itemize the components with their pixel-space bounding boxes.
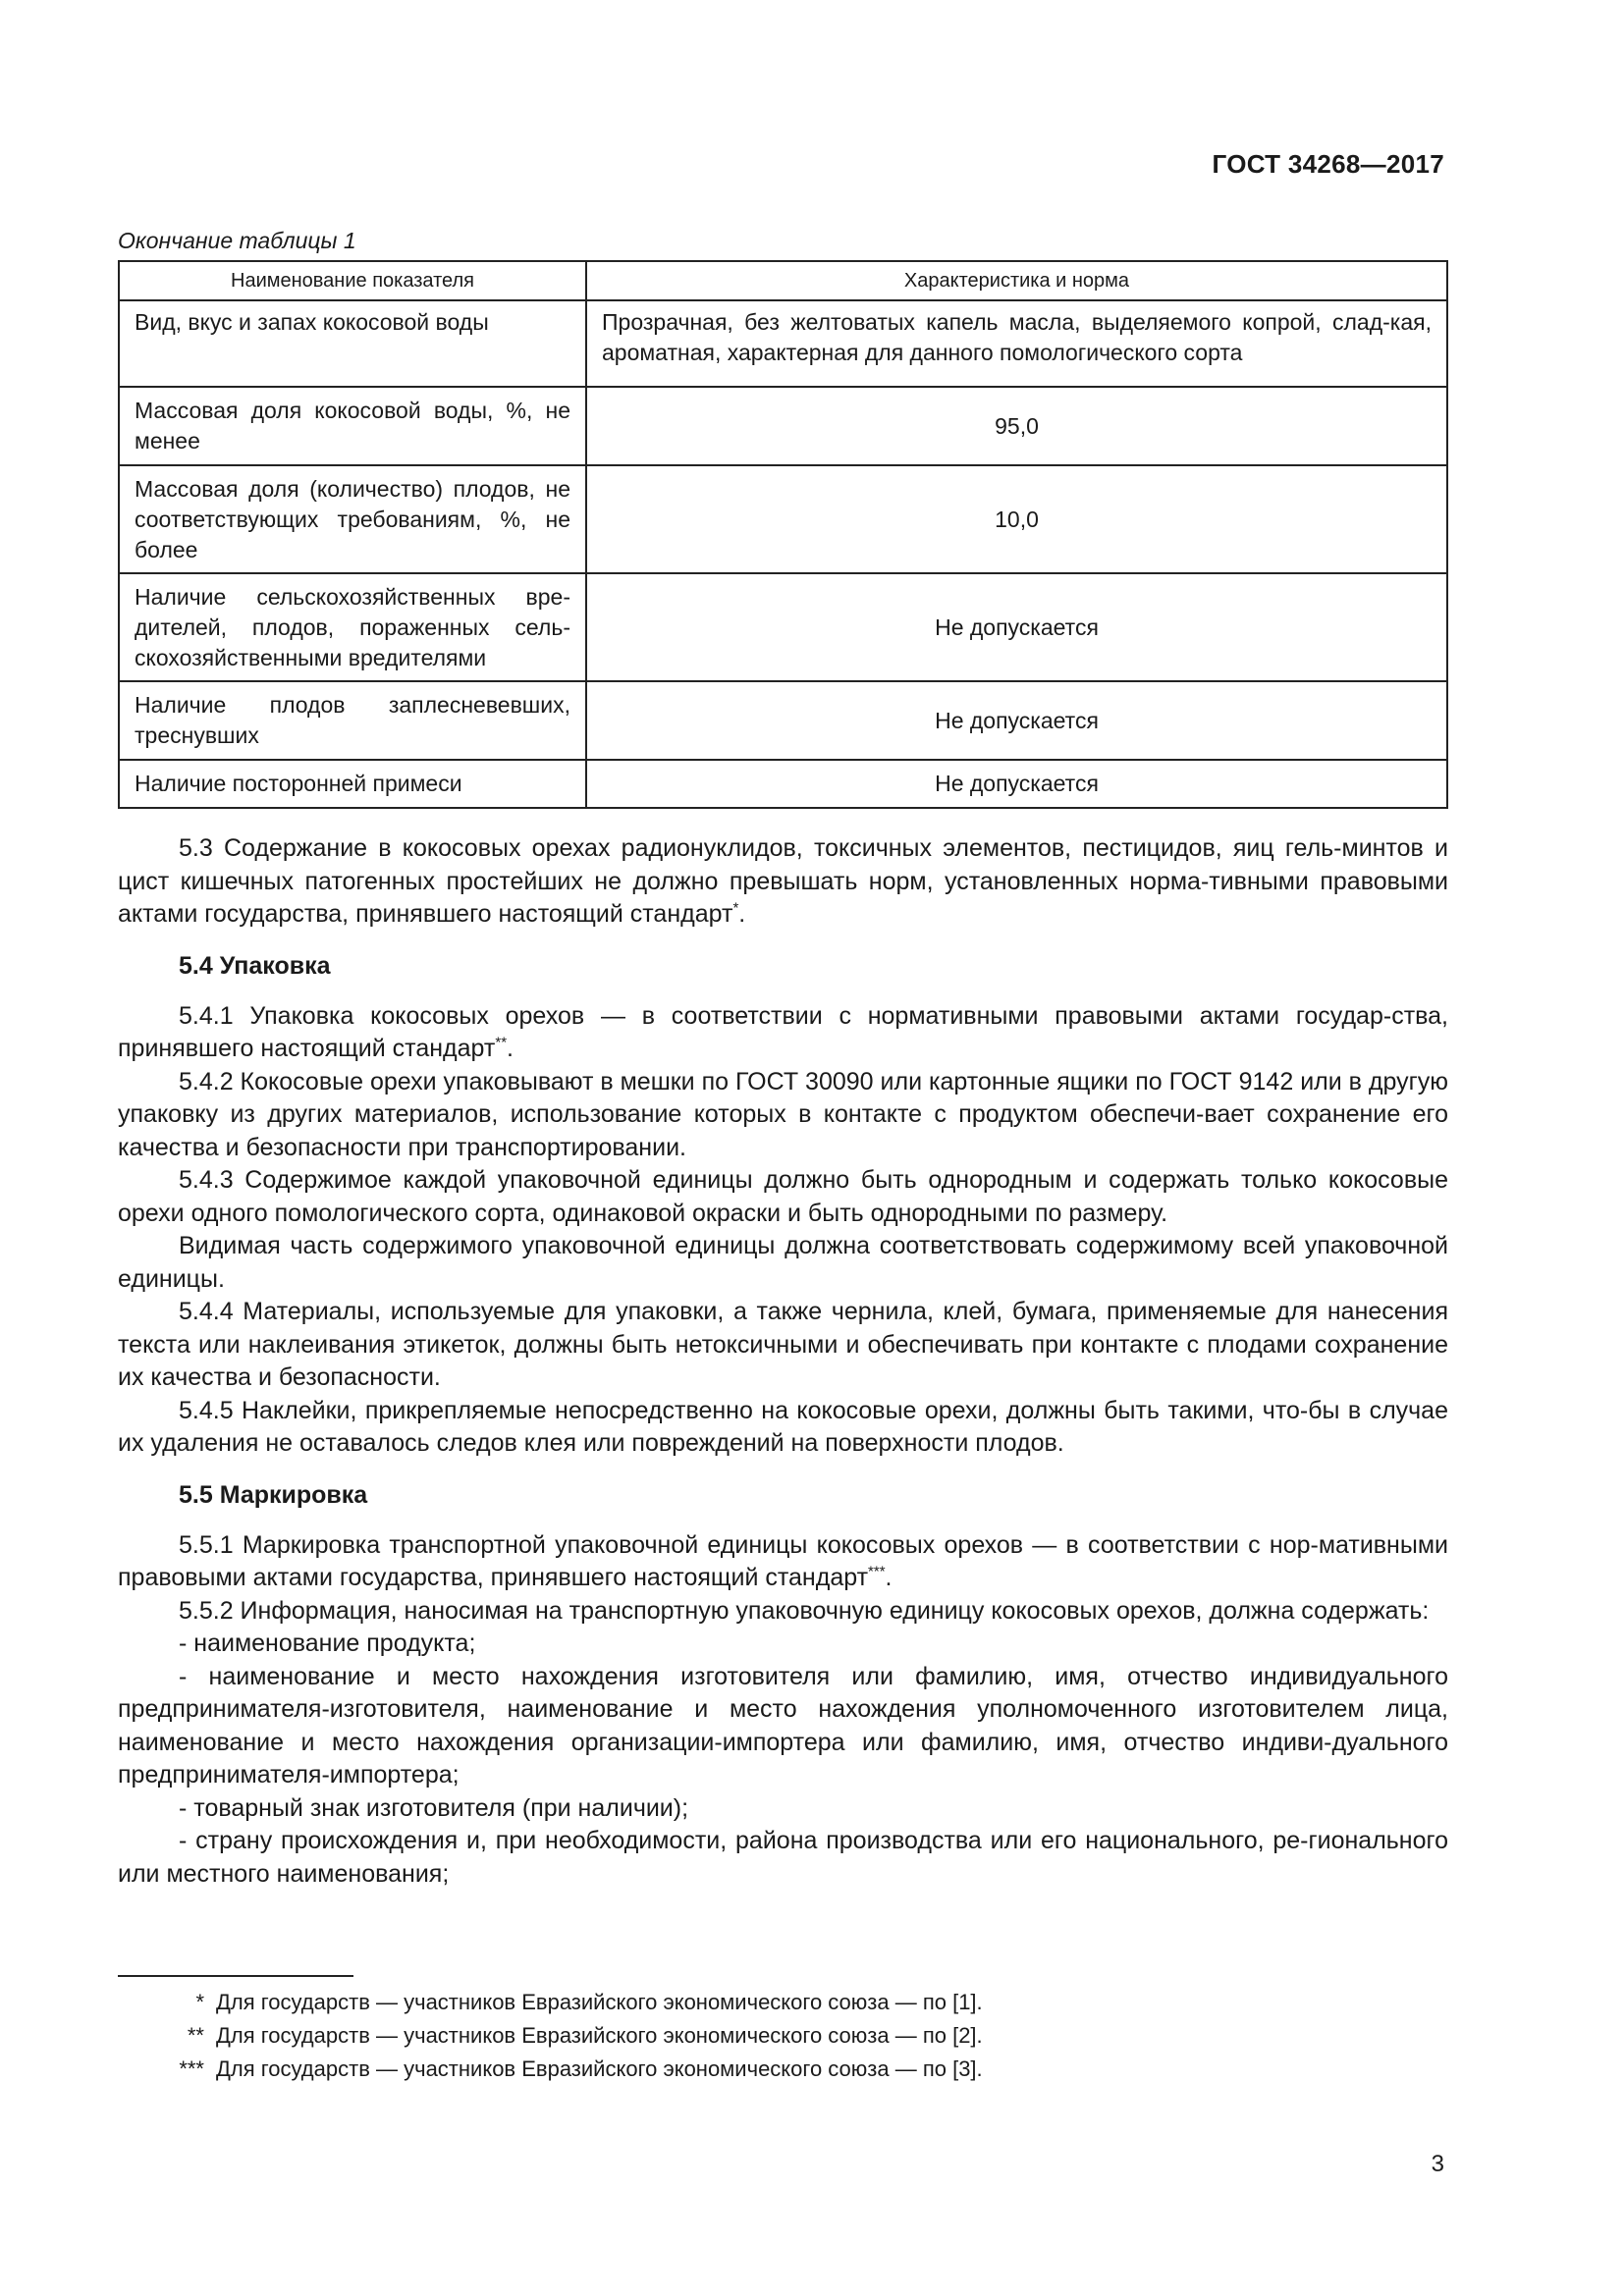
paragraph-visible-part: Видимая часть содержимого упаковочной единицы должна соответствовать содержимому всей упаковочной единицы. [118, 1232, 1448, 1293]
table-row [119, 387, 1447, 465]
table-cell-norm: Не допускается [586, 681, 1447, 760]
document-code: ГОСТ 34268—2017 [1212, 149, 1444, 179]
footnote [118, 2053, 1448, 2086]
footnote-ref: * [732, 899, 739, 917]
table-cell-norm: 10,0 [586, 465, 1447, 573]
table-row [119, 300, 1447, 387]
table-cell-indicator: Наличие сельскохозяйственных вре-дителей, плодов, пораженных сель-скохозяйственными вредителями [119, 573, 586, 681]
footnote-mark: ** [187, 2023, 204, 2048]
section-heading-packaging: 5.4 Упаковка [179, 951, 331, 980]
footnote-text: Для государств — участников Евразийского экономического союза — по [1]. [216, 1990, 983, 2014]
footnote-ref: ** [495, 1034, 508, 1051]
footnotes [118, 1986, 1448, 2086]
column-header-indicator: Наименование показателя [119, 261, 586, 300]
footnote [118, 1986, 1448, 2019]
body-text [118, 832, 1448, 1891]
paragraph-5-5-1: 5.5.1 Маркировка транспортной упаковочной единицы кокосовых орехов — в соответствии с нор-мативными правовыми актами государства, принявшего настоящий стандарт***. [118, 1530, 1448, 1591]
paragraph-5-5-2: 5.5.2 Информация, наносимая на транспортную упаковочную единицу кокосовых орехов, должна содержать: [179, 1596, 1430, 1625]
footnote-text: Для государств — участников Евразийского экономического союза — по [2]. [216, 2023, 983, 2048]
list-item: - страну происхождения и, при необходимости, района производства или его национального, ре-гионального или местного наименования; [118, 1827, 1448, 1888]
table-cell-norm: Не допускается [586, 760, 1447, 808]
paragraph-5-4-5: 5.4.5 Наклейки, прикрепляемые непосредственно на кокосовые орехи, должны быть такими, что-бы в случае их удаления не оставалось следов клея или повреждений на поверхности плодов. [118, 1396, 1448, 1457]
table-row [119, 573, 1447, 681]
indicators-table [118, 260, 1448, 809]
table-row [119, 465, 1447, 573]
table-cell-indicator: Массовая доля (количество) плодов, не соответствующих требованиям, %, не более [119, 465, 586, 573]
paragraph-5-4-1: 5.4.1 Упаковка кокосовых орехов — в соответствии с нормативными правовыми актами государ-ства, принявшего настоящий стандарт**. [118, 1001, 1448, 1062]
paragraph-5-3: 5.3 Содержание в кокосовых орехах радионуклидов, токсичных элементов, пестицидов, яиц гель-минтов и цист кишечных патогенных простейших не должно превышать норм, установленных норма-тивными правовыми актами государства, принявшего настоящий стандарт*. [118, 834, 1448, 928]
paragraph-5-4-3: 5.4.3 Содержимое каждой упаковочной единицы должно быть однородным и содержать только кокосовые орехи одного помологического сорта, одинаковой окраски и быть однородными по размеру. [118, 1166, 1448, 1227]
footnote-mark: * [195, 1990, 204, 2014]
paragraph-5-4-2: 5.4.2 Кокосовые орехи упаковывают в мешки по ГОСТ 30090 или картонные ящики по ГОСТ 9142 или в другую упаковку из других материалов, использование которых в контакте с продуктом обеспечи-вает сохранение его качества и безопасности при транспортировании. [118, 1067, 1448, 1161]
table-cell-indicator: Наличие посторонней примеси [119, 760, 586, 808]
table-caption: Окончание таблицы 1 [118, 228, 356, 253]
section-heading-marking: 5.5 Маркировка [179, 1480, 368, 1509]
table-cell-indicator: Вид, вкус и запах кокосовой воды [119, 300, 586, 387]
table-cell-norm: Не допускается [586, 573, 1447, 681]
paragraph-5-4-4: 5.4.4 Материалы, используемые для упаковки, а также чернила, клей, бумага, применяемые для нанесения текста или наклеивания этикеток, должны быть нетоксичными и обеспечивать при контакте с плодами сохранение их качества и безопасности. [118, 1298, 1448, 1391]
footnote-ref: *** [868, 1563, 886, 1580]
footnote-text: Для государств — участников Евразийского экономического союза — по [3]. [216, 2056, 983, 2081]
table-row [119, 681, 1447, 760]
page-number: 3 [1431, 2151, 1444, 2177]
table-cell-norm: 95,0 [586, 387, 1447, 465]
list-item: - товарный знак изготовителя (при наличии); [179, 1793, 689, 1822]
table-row [119, 760, 1447, 808]
table-cell-indicator: Массовая доля кокосовой воды, %, не менее [119, 387, 586, 465]
footnote-divider [118, 1975, 353, 1977]
list-item: - наименование продукта; [179, 1629, 476, 1657]
table-cell-norm: Прозрачная, без желтоватых капель масла, выделяемого копрой, слад-кая, ароматная, характерная для данного помологического сорта [586, 300, 1447, 387]
list-item: - наименование и место нахождения изготовителя или фамилию, имя, отчество индивидуального предпринимателя-изготовителя, наименование и место нахождения уполномоченного изготовителем лица, наименование и место нахождения организации-импортера или фамилию, имя, отчество индиви-дуального предпринимателя-импортера; [118, 1662, 1448, 1789]
table-header-row [119, 261, 1447, 300]
footnote-mark: *** [179, 2056, 204, 2081]
column-header-norm: Характеристика и норма [586, 261, 1447, 300]
table-cell-indicator: Наличие плодов заплесневевших, треснувших [119, 681, 586, 760]
footnote [118, 2019, 1448, 2053]
